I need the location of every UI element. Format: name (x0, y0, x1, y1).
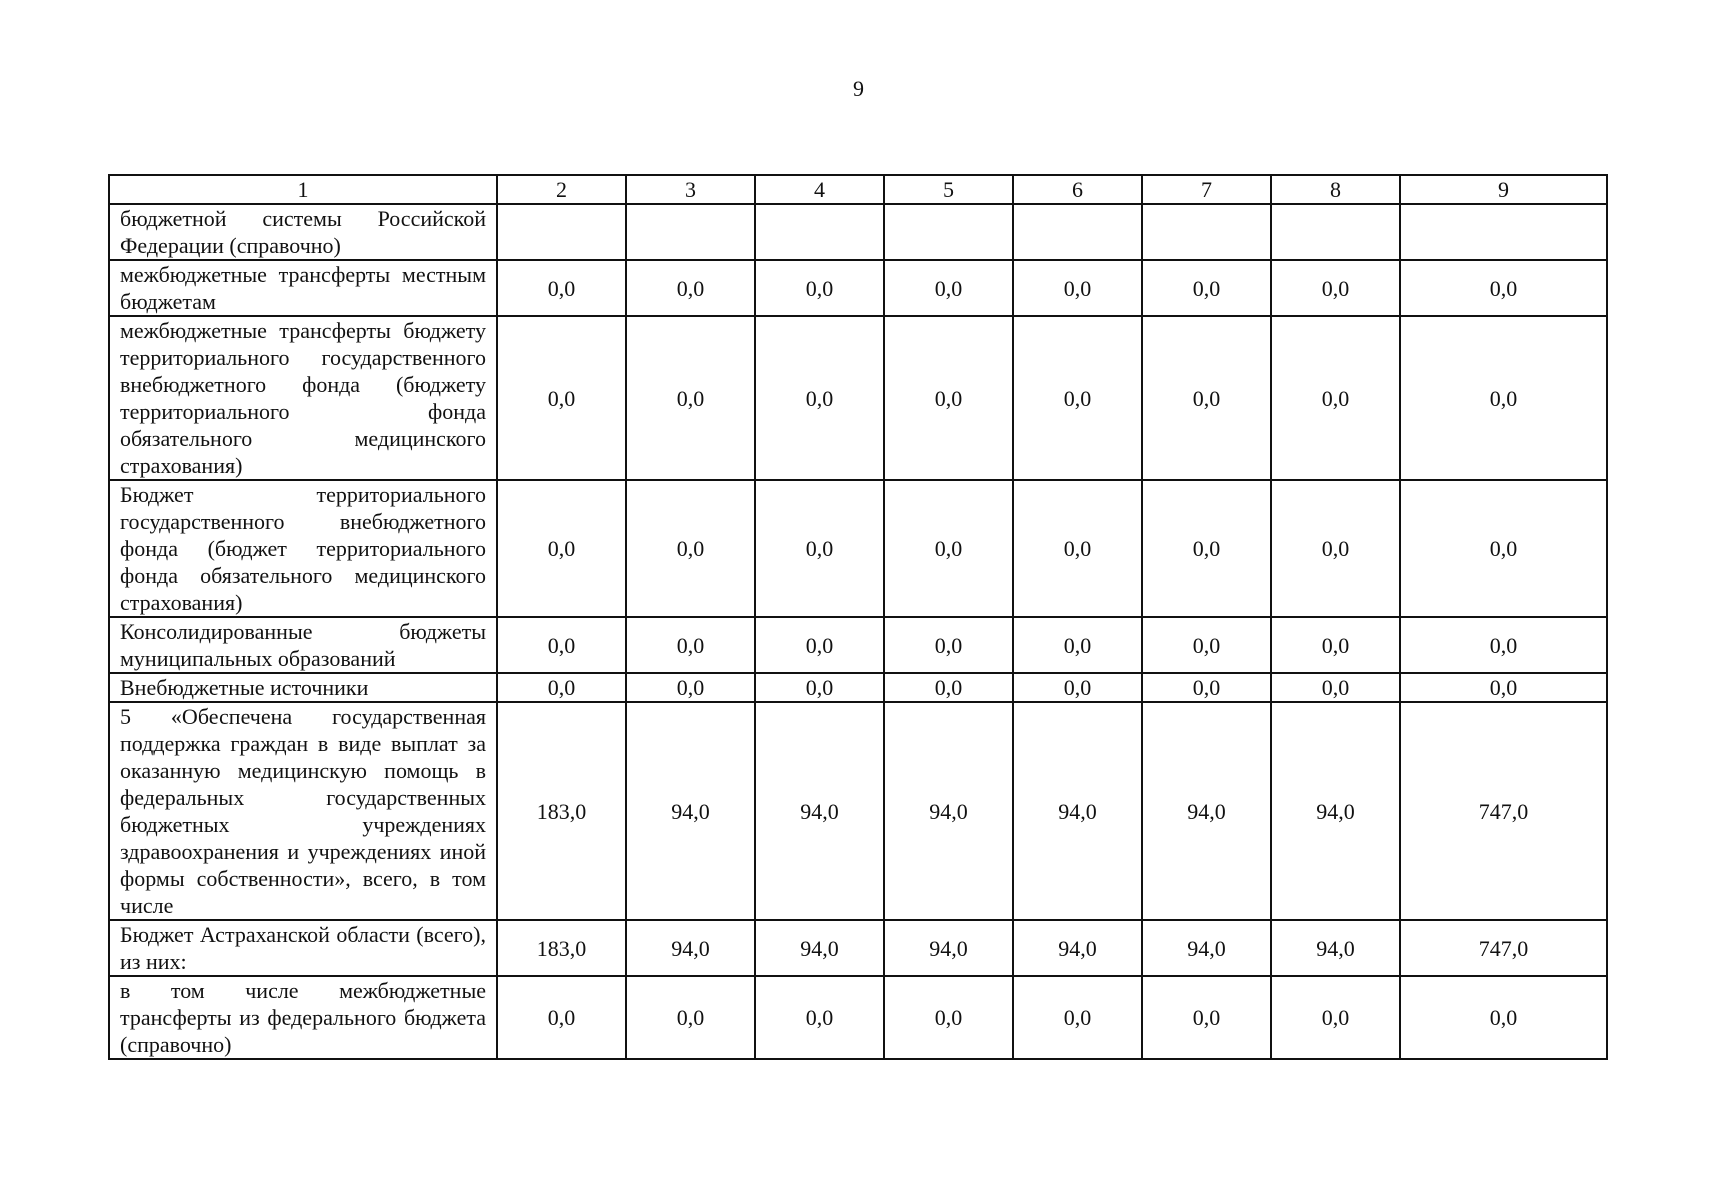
cell-value (1400, 204, 1607, 260)
row-label: Внебюджетные источники (109, 673, 497, 702)
cell-value (626, 204, 755, 260)
cell-value (755, 204, 884, 260)
cell-value: 0,0 (626, 260, 755, 316)
cell-value: 0,0 (755, 260, 884, 316)
cell-value: 0,0 (497, 480, 626, 617)
column-number: 8 (1271, 175, 1400, 204)
cell-value: 0,0 (1142, 260, 1271, 316)
cell-value: 0,0 (626, 480, 755, 617)
table-row (109, 920, 1607, 976)
cell-value: 0,0 (884, 976, 1013, 1059)
cell-value: 0,0 (1142, 480, 1271, 617)
table-row (109, 316, 1607, 480)
budget-table (108, 174, 1608, 1060)
row-label: 5 «Обеспечена государственная поддержка граждан в виде выплат за оказанную медицинскую помощь в федеральных государственных бюджетных учреждениях здравоохранения и учреждениях иной формы собственности», всего, в том числе (109, 702, 497, 920)
column-number: 7 (1142, 175, 1271, 204)
cell-value: 0,0 (626, 673, 755, 702)
cell-value: 94,0 (1271, 702, 1400, 920)
column-number: 5 (884, 175, 1013, 204)
cell-value: 0,0 (884, 480, 1013, 617)
cell-value: 94,0 (884, 702, 1013, 920)
cell-value: 0,0 (884, 316, 1013, 480)
cell-value: 0,0 (1400, 316, 1607, 480)
cell-value: 94,0 (1013, 920, 1142, 976)
cell-value: 0,0 (1013, 976, 1142, 1059)
cell-value: 747,0 (1400, 920, 1607, 976)
cell-value: 0,0 (1271, 673, 1400, 702)
page-number: 9 (853, 76, 864, 101)
row-label: бюджетной системы Российской Федерации (справочно) (109, 204, 497, 260)
cell-value: 0,0 (1400, 617, 1607, 673)
cell-value: 0,0 (1013, 260, 1142, 316)
cell-value: 0,0 (1271, 617, 1400, 673)
cell-value: 0,0 (497, 316, 626, 480)
cell-value: 183,0 (497, 702, 626, 920)
table-row (109, 673, 1607, 702)
column-number: 4 (755, 175, 884, 204)
cell-value: 94,0 (1142, 920, 1271, 976)
cell-value: 94,0 (884, 920, 1013, 976)
cell-value: 0,0 (626, 617, 755, 673)
cell-value: 94,0 (755, 702, 884, 920)
cell-value: 0,0 (1013, 316, 1142, 480)
cell-value: 0,0 (755, 976, 884, 1059)
cell-value: 747,0 (1400, 702, 1607, 920)
cell-value: 0,0 (755, 617, 884, 673)
cell-value: 0,0 (1142, 617, 1271, 673)
table-row (109, 702, 1607, 920)
column-number-row (109, 175, 1607, 204)
cell-value: 94,0 (755, 920, 884, 976)
cell-value (884, 204, 1013, 260)
cell-value: 0,0 (1142, 673, 1271, 702)
cell-value: 0,0 (1271, 316, 1400, 480)
cell-value: 0,0 (755, 673, 884, 702)
column-number: 1 (109, 175, 497, 204)
row-label: Консолидированные бюджеты муниципальных образований (109, 617, 497, 673)
cell-value: 94,0 (1142, 702, 1271, 920)
cell-value: 0,0 (497, 673, 626, 702)
table-row (109, 617, 1607, 673)
cell-value: 0,0 (1013, 673, 1142, 702)
cell-value: 0,0 (497, 976, 626, 1059)
cell-value: 0,0 (626, 316, 755, 480)
cell-value: 0,0 (755, 316, 884, 480)
cell-value: 0,0 (884, 260, 1013, 316)
cell-value (1013, 204, 1142, 260)
cell-value: 0,0 (1400, 976, 1607, 1059)
cell-value: 0,0 (1142, 316, 1271, 480)
cell-value: 0,0 (1400, 480, 1607, 617)
cell-value: 0,0 (1271, 260, 1400, 316)
column-number: 3 (626, 175, 755, 204)
cell-value: 0,0 (1142, 976, 1271, 1059)
column-number: 9 (1400, 175, 1607, 204)
cell-value: 0,0 (1400, 260, 1607, 316)
cell-value: 0,0 (755, 480, 884, 617)
cell-value: 0,0 (497, 260, 626, 316)
cell-value: 0,0 (497, 617, 626, 673)
column-number: 2 (497, 175, 626, 204)
row-label: Бюджет территориального государственного внебюджетного фонда (бюджет территориального фонда обязательного медицинского страхования) (109, 480, 497, 617)
row-label: в том числе межбюджетные трансферты из федерального бюджета (справочно) (109, 976, 497, 1059)
cell-value: 0,0 (1013, 480, 1142, 617)
cell-value: 0,0 (1271, 976, 1400, 1059)
cell-value: 94,0 (1271, 920, 1400, 976)
row-label: межбюджетные трансферты местным бюджетам (109, 260, 497, 316)
cell-value: 0,0 (884, 617, 1013, 673)
cell-value: 0,0 (1271, 480, 1400, 617)
column-number: 6 (1013, 175, 1142, 204)
row-label: межбюджетные трансферты бюджету территориального государственного внебюджетного фонда (бюджету территориального фонда обязательного медицинского страхования) (109, 316, 497, 480)
cell-value: 0,0 (1400, 673, 1607, 702)
row-label: Бюджет Астраханской области (всего), из них: (109, 920, 497, 976)
cell-value: 0,0 (626, 976, 755, 1059)
cell-value: 0,0 (884, 673, 1013, 702)
cell-value: 94,0 (626, 702, 755, 920)
cell-value: 94,0 (1013, 702, 1142, 920)
cell-value (497, 204, 626, 260)
table-row (109, 480, 1607, 617)
cell-value: 183,0 (497, 920, 626, 976)
cell-value (1271, 204, 1400, 260)
table-row (109, 260, 1607, 316)
table-row (109, 204, 1607, 260)
table-row (109, 976, 1607, 1059)
cell-value (1142, 204, 1271, 260)
cell-value: 94,0 (626, 920, 755, 976)
cell-value: 0,0 (1013, 617, 1142, 673)
